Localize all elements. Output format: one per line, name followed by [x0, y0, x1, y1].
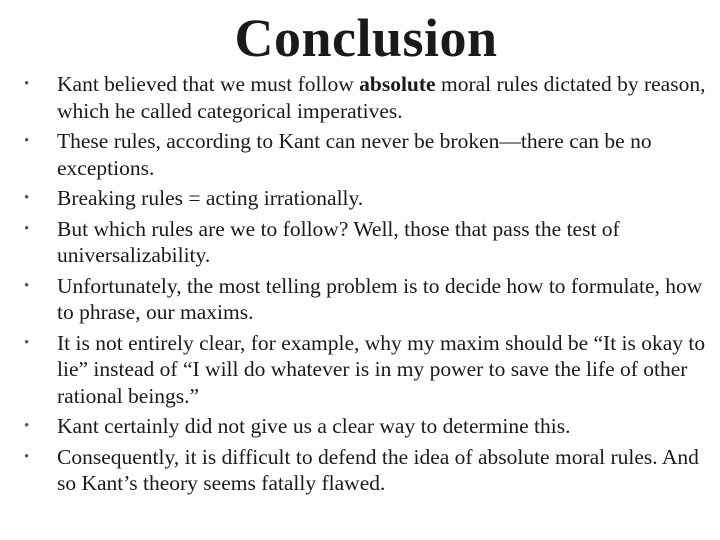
bullet-item	[22, 216, 708, 269]
bullet-dot-icon: •	[24, 76, 30, 92]
slide-title: Conclusion	[234, 8, 498, 68]
bullet-item	[22, 330, 708, 410]
bullet-dot-icon: •	[24, 190, 30, 206]
bullet-item	[22, 71, 708, 124]
bullet-item	[22, 185, 708, 212]
bullet-item	[22, 413, 708, 440]
bullet-text: Kant certainly did not give us a clear way to determine this.	[57, 414, 571, 438]
bullet-text-part: Kant believed that we must follow	[57, 72, 360, 96]
bullet-item	[22, 273, 708, 326]
bullet-dot-icon: •	[24, 220, 30, 237]
bullet-emphasis: absolute	[359, 72, 436, 96]
bullet-text: Breaking rules = acting irrationally.	[57, 186, 364, 210]
bullet-text: But which rules are we to follow? Well, those that pass the test of universalizability.	[57, 216, 620, 267]
bullet-text-part: moral rules dictated by reason, which he called categorical imperatives.	[57, 72, 706, 123]
bullet-dot-icon: •	[24, 133, 30, 149]
bullet-item	[22, 128, 708, 181]
bullet-text	[57, 72, 705, 123]
bullet-text: Consequently, it is difficult to defend the idea of absolute moral rules. And so Kant’s theory seems fatally flawed.	[57, 444, 699, 495]
bullet-text: It is not entirely clear, for example, why my maxim should be “It is okay to lie” instead of “I will do whatever is in my power to save the life of other rational beings.”	[57, 330, 706, 408]
bullet-text: Unfortunately, the most telling problem is to decide how to formulate, how to phrase, our maxims.	[57, 273, 703, 324]
bullet-dot-icon: •	[24, 334, 30, 351]
bullet-dot-icon: •	[24, 418, 30, 434]
bullet-dot-icon: •	[24, 448, 30, 465]
bullet-item	[22, 444, 708, 497]
bullet-text: These rules, according to Kant can never be broken—there can be no exceptions.	[57, 129, 652, 180]
bullet-dot-icon: •	[24, 277, 30, 294]
bullet-list	[22, 71, 708, 501]
